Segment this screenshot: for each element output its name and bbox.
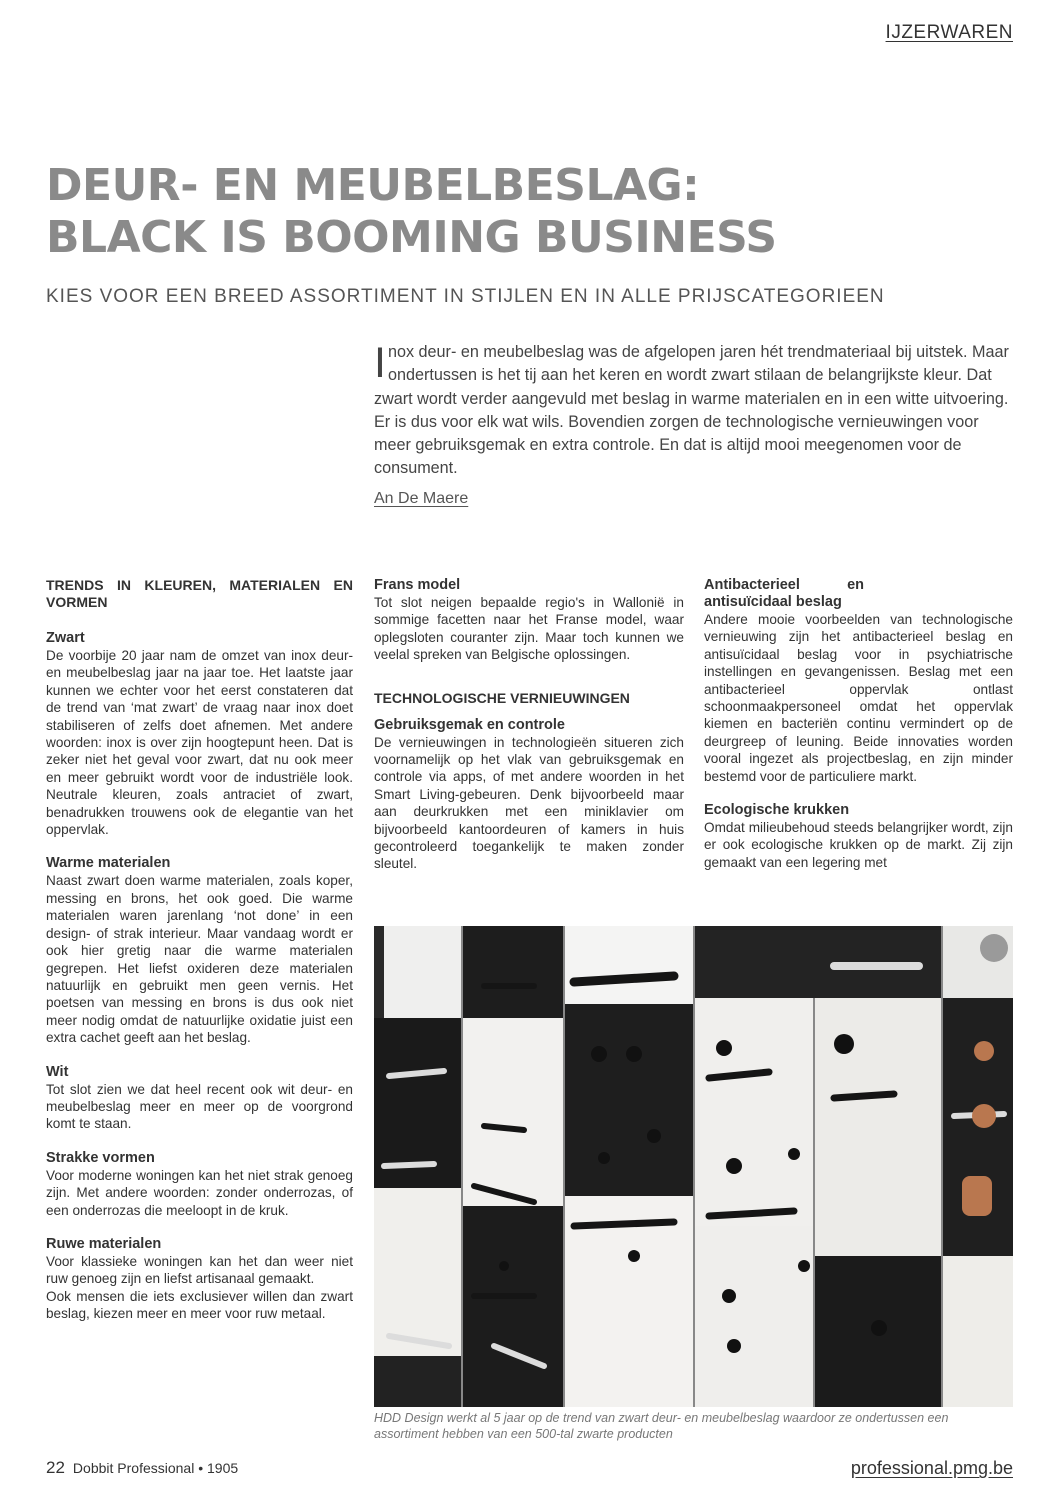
subheading-strakke-vormen: Strakke vormen <box>46 1149 155 1166</box>
paragraph-frans-model: Tot slot neigen bepaalde regio's in Wallonië in sommige facetten naar het Franse model, waar oplegsloten couranter zijn. Maar toch kunnen we veelal spreken van Belgische oplossingen. <box>374 595 684 663</box>
dropcap: I <box>374 339 386 387</box>
subheading-zwart: Zwart <box>46 630 85 646</box>
subheading-gebruiksgemak: Gebruiksgemak en controle <box>374 716 565 733</box>
subheading-wit: Wit <box>46 1063 69 1080</box>
paragraph-ruwe-materialen: Voor klassieke woningen kan het dan weer niet ruw genoeg zijn en liefst artisanaal gemaakt. <box>46 1253 353 1287</box>
publication-name: Dobbit Professional • 1905 <box>72 1460 239 1476</box>
subheading-antibacterieel: Antibacterieel en antisuïcidaal beslag <box>704 577 864 610</box>
paragraph-wit: Tot slot zien we dat heel recent ook wit deur- en meubelbeslag meer en meer op de voorgrond komt te staan. <box>46 1081 353 1132</box>
paragraph-antibacterieel: Andere mooie voorbeelden van technologische vernieuwing zijn het antibacterieel beslag en antisuïcidaal beslag voor in psychiatrische instellingen en gevangenissen. Beslag met een antibacterieel oppervlak ontlast schoonmaakpersoneel omdat het oppervlak kiemen en bacteriën continu vermindert op de deurgreep of leuning. Beide innovaties worden vooral ingezet als projectbeslag, en zijn minder bestemd voor de particuliere markt. <box>704 612 1013 784</box>
subheading-frans-model: Frans model <box>374 577 461 593</box>
intro-paragraph <box>374 341 1014 481</box>
article-title <box>46 160 1006 264</box>
section-heading-trends: TRENDS IN KLEUREN, MATERIALEN EN VORMEN <box>46 577 353 610</box>
paragraph-zwart: De voorbije 20 jaar nam de omzet van inox deur- en meubelbeslag jaar na jaar toe. Het laatste jaar kunnen we echter voor het eerst constateren dat de trend van ‘mat zwart’ de vraag naar inox doet stabiliseren of zelfs doet afnemen. Met andere woorden: inox is over zijn hoogtepunt heen. Dat is zeker niet het geval voor zwart, dat nu ook meer en meer gebruikt wordt voor de industriële look. Neutrale kleuren, zoals antraciet of zwart, benadrukken trouwens ook de elegantie van het oppervlak. <box>46 648 353 838</box>
title-line-1: DEUR- EN MEUBELBESLAG: <box>46 160 700 211</box>
text-column-3 <box>704 577 1013 888</box>
author-byline: An De Maere <box>374 490 469 507</box>
paragraph-strakke-vormen: Voor moderne woningen kan het niet strak genoeg zijn. Met andere woorden: zonder onderrozas, of een onderrozas die meeloopt in de kruk. <box>46 1167 353 1218</box>
paragraph-gebruiksgemak: De vernieuwingen in technologieën situeren zich voornamelijk op het vlak van gebruiksgemak en controle via apps, of met andere woorden in het Smart Living-gebeuren. Denk bijvoorbeeld maar aan deurkrukken met een miniklavier om bijvoorbeeld kantoordeuren of kamers in huis gecontroleerd toegankelijk te maken zonder sleutel. <box>374 734 684 872</box>
door-hardware-illustration <box>374 926 1013 1407</box>
subheading-warme-materialen: Warme materialen <box>46 855 171 872</box>
paragraph-ecologische-krukken: Omdat milieubehoud steeds belangrijker wordt, zijn er ook ecologische krukken op de markt. Zij zijn gemaakt van een legering met <box>704 820 1013 870</box>
door-hardware-photo <box>374 926 1013 1407</box>
paragraph-ruwe-materialen-2: Ook mensen die iets exclusiever willen dan zwart beslag, kiezen meer en meer voor ruw metaal. <box>46 1288 353 1322</box>
text-column-1 <box>46 577 353 1323</box>
subheading-ecologische-krukken: Ecologische krukken <box>704 802 850 819</box>
website-link[interactable]: professional.pmg.be <box>850 1458 1013 1478</box>
paragraph-warme-materialen: Naast zwart doen warme materialen, zoals koper, messing en brons, het ook goed. Die warme materialen waren jarenlang ‘not done’ in een design- of strak interieur. Maar vandaag wordt er ook hier gretig naar die warme materialen gegrepen. Het liefst oxideren deze materialen natuurlijk en gebruikt men geen vernis. Het poetsen van messing en brons is dus ook niet meer nodig omdat de natuurlijke oxidatie juist een extra cachet geeft aan het beslag. <box>46 873 353 1046</box>
text-column-2 <box>374 577 684 890</box>
subheading-ruwe-materialen: Ruwe materialen <box>46 1235 162 1252</box>
intro-text: nox deur- en meubelbeslag was de afgelopen jaren hét trendmateriaal bij uitstek. Maar ondertussen is het tij aan het keren en wordt zwart stilaan de belangrijkste kleur. Dat zwart wordt verder aangevuld met beslag in warme materialen en in een witte uitvoering. Er is dus voor elk wat wils. Bovendien zorgen de technologische vernieuwingen voor meer gebruiksgemak en extra controle. En dat is altijd mooi meegenomen voor de consument. <box>374 343 1009 478</box>
photo-caption: HDD Design werkt al 5 jaar op de trend van zwart deur- en meubelbeslag waardoor ze ondertussen een assortiment hebben van een 500-tal zwarte producten <box>374 1411 949 1441</box>
title-line-2: BLACK IS BOOMING BUSINESS <box>46 212 777 263</box>
section-heading-technologische: TECHNOLOGISCHE VERNIEUWINGEN <box>374 689 630 706</box>
knob-top-right <box>980 934 1008 962</box>
article-subtitle: KIES VOOR EEN BREED ASSORTIMENT IN STIJLEN EN IN ALLE PRIJSCATEGORIEEN <box>46 286 885 307</box>
footer-left <box>46 1458 238 1478</box>
section-tag: IJZERWAREN <box>885 22 1013 43</box>
page-number: 22 <box>46 1458 65 1477</box>
